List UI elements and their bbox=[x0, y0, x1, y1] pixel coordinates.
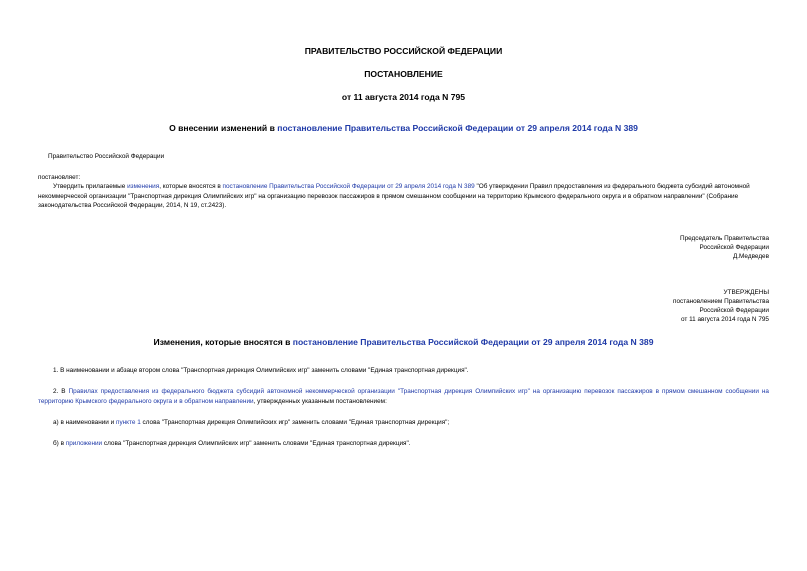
preamble-decrees: постановляет: bbox=[38, 174, 81, 181]
item-b-text-b: слова "Транспортная дирекция Олимпийских игр" заменить словами "Единая транспортная дирекция". bbox=[102, 440, 411, 447]
item-2 bbox=[38, 387, 769, 406]
title-link[interactable]: постановление Правительства Российской Федерации от 29 апреля 2014 года N 389 bbox=[277, 123, 638, 133]
appendix-link[interactable]: приложении bbox=[65, 440, 103, 447]
signature-line-3: Д.Медведев bbox=[732, 253, 769, 260]
signature-block bbox=[680, 234, 769, 261]
date-number-heading: от 11 августа 2014 года N 795 bbox=[341, 92, 466, 102]
approved-line-1: УТВЕРЖДЕНЫ bbox=[723, 289, 769, 296]
government-heading: ПРАВИТЕЛЬСТВО РОССИЙСКОЙ ФЕДЕРАЦИИ bbox=[304, 46, 503, 56]
item-1: 1. В наименовании и абзаце втором слова "Транспортная дирекция Олимпийских игр" заменить словами "Единая транспортная дирекция". bbox=[53, 367, 469, 374]
changes-title-prefix: Изменения, которые вносятся в bbox=[153, 337, 293, 347]
doc-type-heading: ПОСТАНОВЛЕНИЕ bbox=[364, 69, 443, 79]
changes-title-link[interactable]: постановление Правительства Российской Федерации от 29 апреля 2014 года N 389 bbox=[292, 337, 654, 347]
rules-link[interactable]: Правилах предоставления из федерального бюджета субсидий автономной некоммерческой организации "Транспортная дирекция Олимпийских игр" на организацию перевозок пассажиров в прямом смешанном сообщении на территорию Крымского федерального округа и в обратном направлении bbox=[38, 388, 769, 405]
changes-link[interactable]: изменения bbox=[127, 183, 160, 190]
p1-text-a: Утвердить прилагаемые bbox=[53, 183, 128, 190]
title-prefix: О внесении изменений в bbox=[169, 123, 278, 133]
approved-line-2: постановлением Правительства bbox=[673, 298, 769, 305]
p1-text-b: , которые вносятся в bbox=[159, 183, 223, 190]
signature-line-1: Председатель Правительства bbox=[680, 235, 769, 242]
item-a bbox=[38, 418, 769, 428]
p1-text-c: "Об утверждении Правил предоставления из федерального бюджета субсидий автономной некоммерческой организации "Транспортная дирекция Олимпийских игр" на организацию перевозок пассажиров в прямом смешанном сообщении на территорию Крымского федерального округа и в обратном направлении" (Собрание законодательства Российской Федерации, 2014, N 19, ст.2423). bbox=[38, 183, 750, 210]
item-b bbox=[38, 439, 769, 449]
paragraph-approve bbox=[38, 182, 769, 211]
approved-line-4: от 11 августа 2014 года N 795 bbox=[680, 316, 769, 323]
item-b-text-a: б) в bbox=[53, 440, 66, 447]
preamble-actor: Правительство Российской Федерации bbox=[48, 153, 165, 160]
document-title bbox=[0, 123, 807, 133]
approved-line-3: Российской Федерации bbox=[699, 307, 769, 314]
signature-line-2: Российской Федерации bbox=[699, 244, 769, 251]
changes-title bbox=[0, 337, 807, 347]
item-a-text-a: а) в наименовании и bbox=[53, 419, 116, 426]
clause-1-link[interactable]: пункте 1 bbox=[115, 419, 141, 426]
item-a-text-b: слова "Транспортная дирекция Олимпийских игр" заменить словами "Единая транспортная дирекция"; bbox=[140, 419, 450, 426]
item-2-text-a: 2. В bbox=[53, 388, 69, 395]
resolution-389-link[interactable]: постановление Правительства Российской Федерации от 29 апреля 2014 года N 389 bbox=[222, 183, 475, 190]
approved-block bbox=[673, 288, 769, 324]
item-2-text-b: , утвержденных указанным постановлением: bbox=[253, 397, 387, 405]
